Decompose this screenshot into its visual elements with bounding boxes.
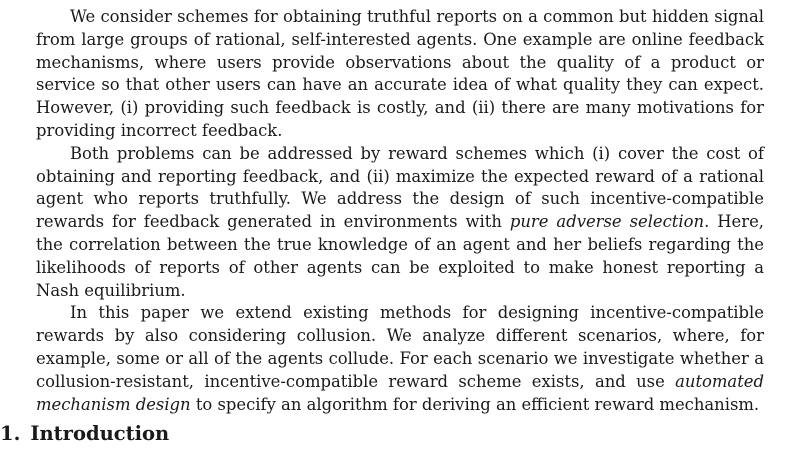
emphasis-automated-mechanism-design: automated mechanism design: [36, 371, 764, 414]
abstract-paragraph-2-text-before: Both problems can be addressed by reward schemes which (i) cover the cost of obtaining and reporting feedback, and (ii) maximize the expected reward of a rational agent who reports truthfully. We address the design of such incentive-compatible rewards for feedback generated in environments with: [36, 143, 764, 232]
emphasis-pure-adverse-selection: pure adverse selection: [509, 212, 705, 232]
abstract-paragraph-1-text: We consider schemes for obtaining truthful reports on a common but hidden signal from large groups of rational, self-interested agents. One example are online feedback mechanisms, where users provide observations about the quality of a product or service so that other users can have an accurate idea of what quality they can expect. However, (i) providing such feedback is costly, and (ii) there are many motivations for providing incorrect feedback.: [36, 7, 764, 140]
abstract: [36, 6, 764, 416]
section-number: 1.: [0, 422, 21, 445]
abstract-paragraph-1: [36, 6, 764, 143]
abstract-paragraph-2-text-after: . Here, the correlation between the true knowledge of an agent and her beliefs regarding the likelihoods of reports of other agents can be exploited to make honest reporting a Nash equilibrium.: [36, 212, 765, 300]
abstract-paragraph-3-text-after: to specify an algorithm for deriving an efficient reward mechanism.: [190, 394, 760, 414]
abstract-paragraph-2: [36, 143, 764, 303]
section-title: Introduction: [30, 422, 170, 445]
abstract-paragraph-3-text-before: In this paper we extend existing methods for designing incentive-compatible rewards by also considering collusion. We analyze different scenarios, where, for example, some or all of the agents collude. For each scenario we investigate whether a collusion-resistant, incentive-compatible reward scheme exists, and use: [36, 303, 764, 391]
abstract-paragraph-3: [36, 302, 764, 416]
section-heading-introduction: [0, 422, 169, 445]
